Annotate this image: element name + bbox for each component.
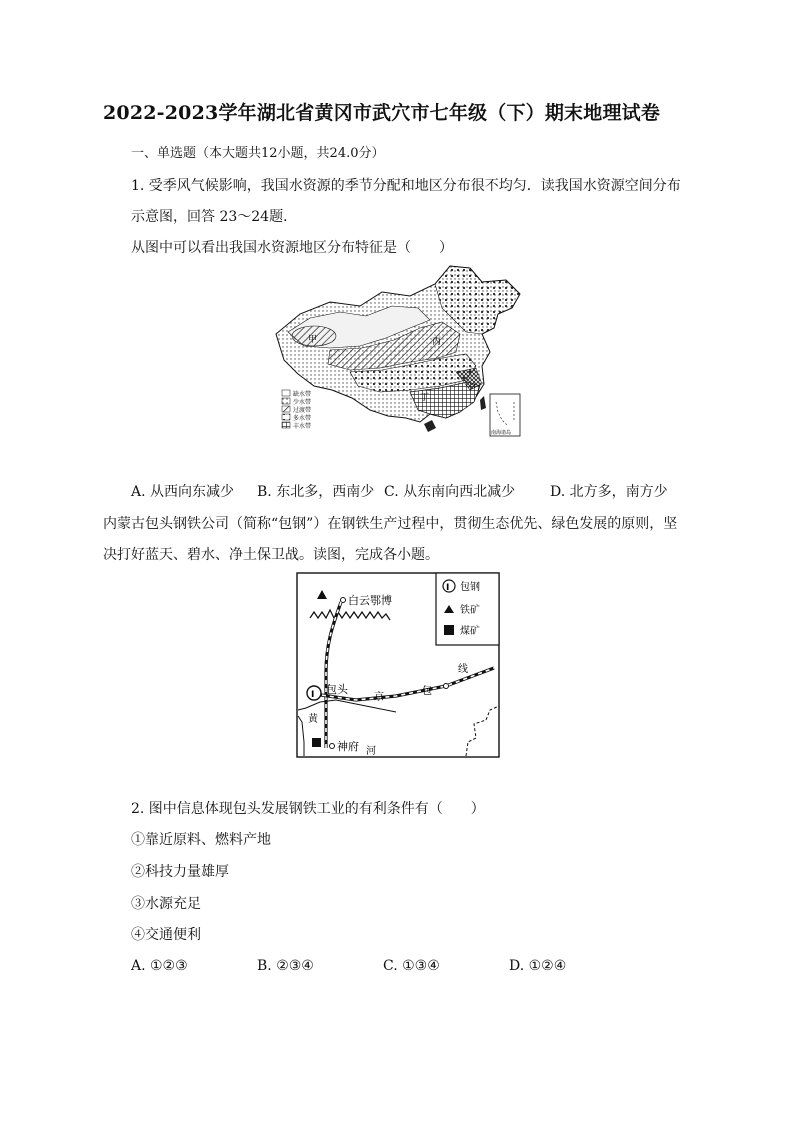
coal-mine-marker [312, 738, 321, 747]
q2-option-c: C. ①③④ [383, 958, 440, 974]
legend-steel: 包钢 [460, 582, 480, 593]
south-sea-inset [490, 394, 520, 436]
section-heading: 一、单选题（本大题共12小题，共24.0分） [131, 146, 385, 161]
intro-line1: 内蒙古包头钢铁公司（简称“包钢”）在钢铁生产过程中，贯彻生态优先、绿色发展的原则，坚 [103, 516, 678, 532]
map2-legend [436, 573, 499, 645]
inset-label: 南海诸岛 [491, 430, 512, 436]
svg-text:I: I [446, 583, 450, 593]
q2-option-d: D. ①②④ [509, 958, 567, 974]
q1-option-a: A. 从西向东减少 [131, 484, 235, 500]
legend-coal: 煤矿 [460, 626, 480, 637]
svg-text:I: I [311, 690, 315, 700]
map-legend [282, 390, 311, 430]
place-baotou: 包头 [326, 683, 348, 696]
q1-stem-line2: 示意图，回答 23～24题． [131, 209, 298, 225]
legend-label: 过渡带 [293, 407, 312, 414]
legend-label: 缺水带 [293, 391, 312, 398]
q1-stem-line1: 1. 受季风气候影响，我国水资源的季节分配和地区分布很不均匀．读我国水资源空间分布 [131, 178, 681, 194]
legend-label: 丰水带 [293, 423, 312, 430]
legend-label: 多水带 [293, 415, 312, 422]
q2-stem: 2. 图中信息体现包头发展钢铁工业的有利条件有（ ） [131, 801, 485, 817]
region-label-ding: 丁 [420, 393, 430, 403]
river-char: 河 [366, 746, 376, 757]
intro-line2: 决打好蓝天、碧水、净土保卫战。读图，完成各小题。 [103, 547, 439, 563]
china-water-map [270, 262, 532, 440]
page-title: 2022-2023学年湖北省黄冈市武穴市七年级（下）期末地理试卷 [103, 102, 661, 124]
rail-char: 京 [374, 692, 384, 703]
q1-question: 从图中可以看出我国水资源地区分布特征是（ ） [131, 240, 453, 256]
q2-option-b: B. ②③④ [257, 958, 314, 974]
place-shenfu: 神府 [337, 740, 359, 753]
rail-char: 包 [422, 686, 432, 697]
legend-label: 少水带 [293, 399, 312, 406]
q1-option-d: D. 北方多，南方少 [550, 484, 668, 500]
region-label-jia: 甲 [308, 335, 318, 345]
legend-iron: 铁矿 [460, 605, 480, 616]
q2-item-1: ①靠近原料、燃料产地 [131, 832, 271, 848]
q1-option-c: C. 从东南向西北减少 [384, 484, 516, 500]
place-baiyun: 白云鄂博 [348, 594, 392, 607]
q2-option-a: A. ①②③ [131, 958, 188, 974]
baotou-map [296, 572, 500, 758]
q2-item-2: ②科技力量雄厚 [131, 864, 229, 880]
region-label-bing: 丙 [432, 337, 442, 347]
q2-item-4: ④交通便利 [131, 927, 201, 943]
rail-char: 线 [458, 664, 468, 675]
q1-option-b: B. 东北多，西南少 [257, 484, 375, 500]
q2-item-3: ③水源充足 [131, 896, 201, 912]
river-char: 黄 [308, 714, 318, 725]
